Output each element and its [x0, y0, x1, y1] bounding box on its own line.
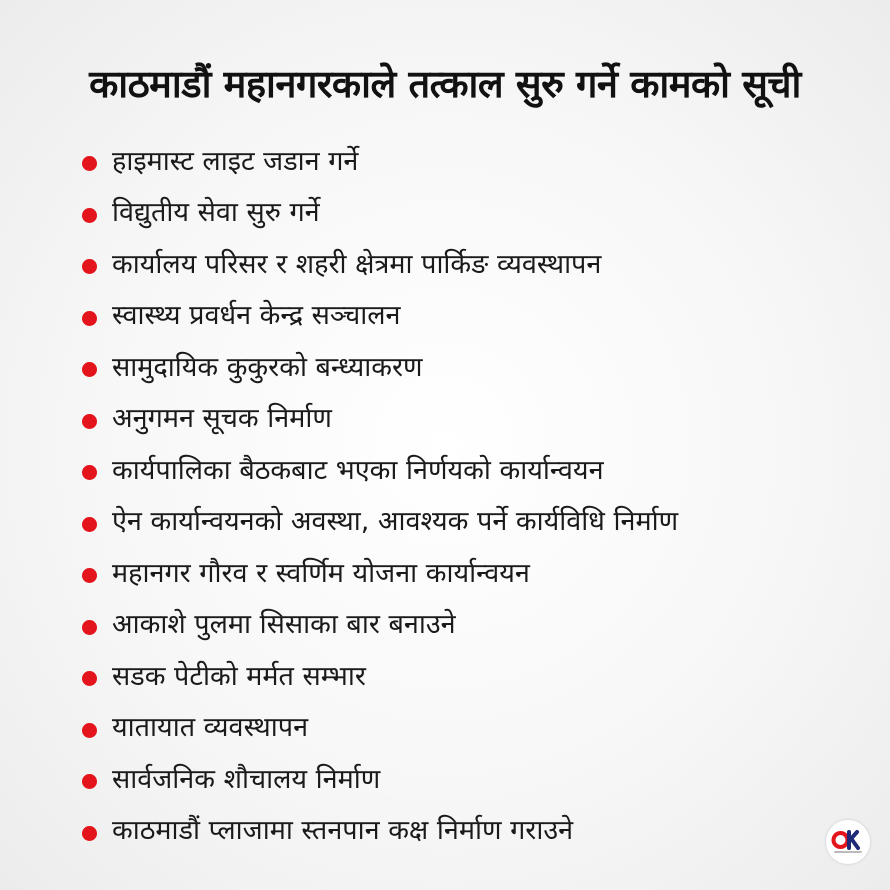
list-item-text: विद्युतीय सेवा सुरु गर्ने	[112, 197, 320, 229]
list-item	[82, 342, 678, 394]
bullet-icon	[82, 259, 97, 274]
list-item	[82, 445, 678, 497]
list-item-text: काठमाडौं प्लाजामा स्तनपान कक्ष निर्माण गराउने	[112, 815, 574, 847]
onlinekhabar-logo-icon	[826, 820, 870, 864]
bullet-icon	[82, 826, 97, 841]
list-item	[82, 548, 678, 600]
bullet-icon	[82, 517, 97, 532]
task-list	[82, 136, 678, 857]
list-item-text: कार्यालय परिसर र शहरी क्षेत्रमा पार्किङ व्यवस्थापन	[112, 248, 602, 280]
bullet-icon	[82, 362, 97, 377]
bullet-icon	[82, 465, 97, 480]
list-item	[82, 136, 678, 188]
bullet-icon	[82, 414, 97, 429]
list-item	[82, 497, 678, 549]
list-item-text: ऐन कार्यान्वयनको अवस्था, आवश्यक पर्ने कार्यविधि निर्माण	[112, 506, 679, 538]
list-item	[82, 703, 678, 755]
list-item	[82, 394, 678, 446]
ok-logo-icon	[831, 829, 865, 855]
list-item-text: महानगर गौरव र स्वर्णिम योजना कार्यान्वयन	[112, 557, 530, 589]
bullet-icon	[82, 568, 97, 583]
list-item-text: अनुगमन सूचक निर्माण	[112, 403, 332, 435]
list-item-text: स्वास्थ्य प्रवर्धन केन्द्र सञ्चालन	[112, 300, 401, 332]
list-item-text: सार्वजनिक शौचालय निर्माण	[112, 763, 381, 795]
list-item-text: सडक पेटीको मर्मत सम्भार	[112, 660, 366, 692]
list-item-text: आकाशे पुलमा सिसाका बार बनाउने	[112, 609, 456, 641]
list-item-text: हाइमास्ट लाइट जडान गर्ने	[112, 145, 359, 177]
bullet-icon	[82, 671, 97, 686]
list-item	[82, 239, 678, 291]
bullet-icon	[82, 620, 97, 635]
list-item	[82, 600, 678, 652]
bullet-icon	[82, 774, 97, 789]
list-item-text: कार्यपालिका बैठकबाट भएका निर्णयको कार्यान्वयन	[112, 454, 604, 486]
list-item	[82, 754, 678, 806]
list-item	[82, 806, 678, 858]
bullet-icon	[82, 311, 97, 326]
bullet-icon	[82, 208, 97, 223]
list-item	[82, 651, 678, 703]
bullet-icon	[82, 156, 97, 171]
bullet-icon	[82, 723, 97, 738]
list-item	[82, 291, 678, 343]
list-item	[82, 188, 678, 240]
page-title: काठमाडौं महानगरकाले तत्काल सुरु गर्ने कामको सूची	[89, 62, 801, 106]
list-item-text: यातायात व्यवस्थापन	[112, 712, 309, 744]
list-item-text: सामुदायिक कुकुरको बन्ध्याकरण	[112, 351, 423, 383]
